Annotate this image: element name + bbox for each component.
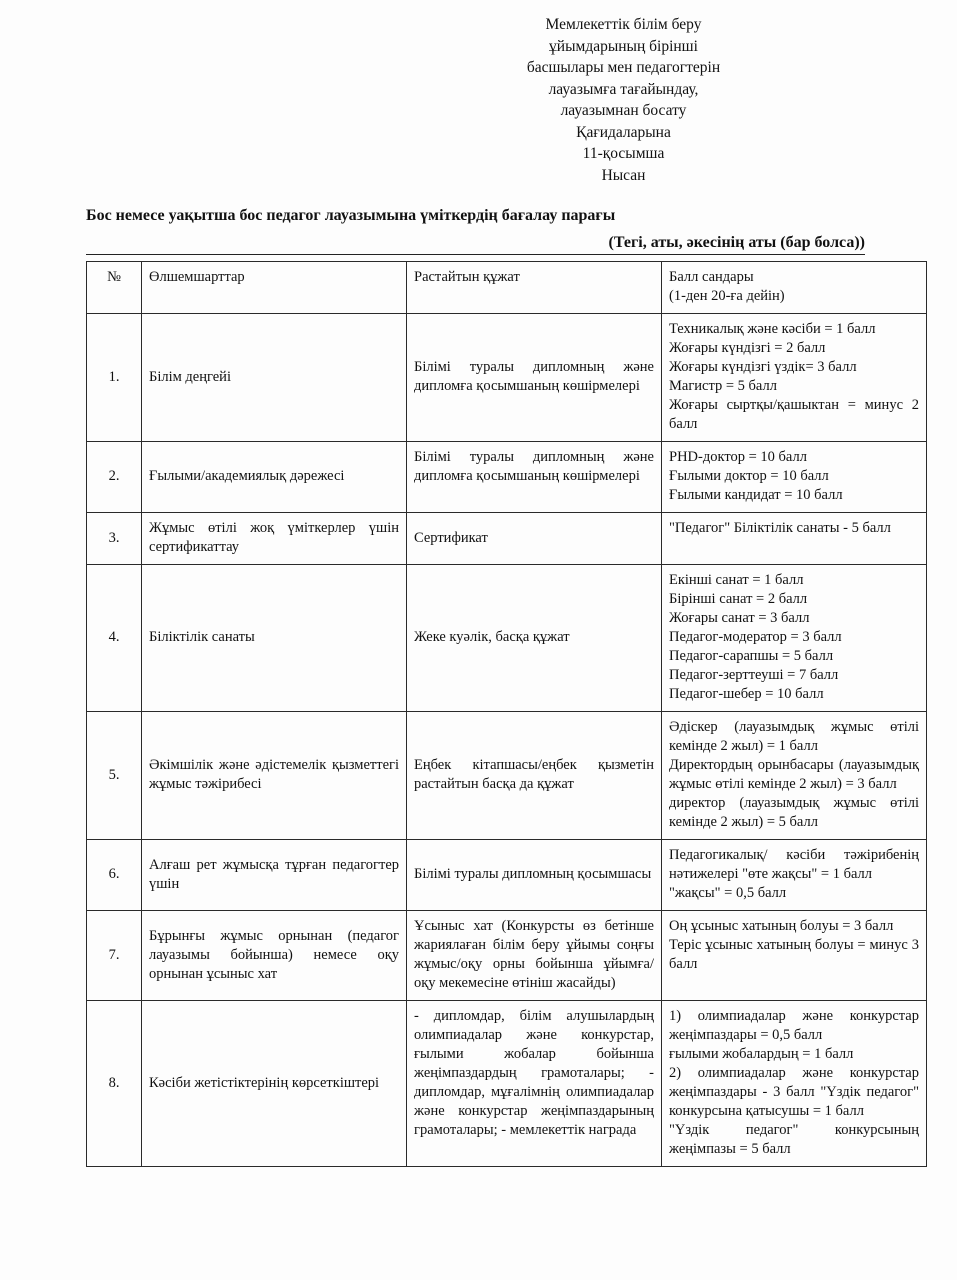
row-document: Сертификат (407, 513, 662, 565)
row-criteria: Ғылыми/академиялық дәрежесі (142, 442, 407, 513)
table-row (87, 314, 927, 442)
row-num: 3. (87, 513, 142, 565)
score-line: Директордың орынбасары (лауазымдық жұмыс өтілі кемінде 2 жыл) = 3 балл (669, 757, 919, 792)
score-line: Педагог-модератор = 3 балл (669, 629, 842, 645)
header-line-3: басшылары мен педагогтерін (526, 59, 721, 76)
applicant-name-underline (86, 254, 865, 255)
row-criteria: Бұрынғы жұмыс орнынан (педагог лауазымы бойынша) немесе оқу орнынан ұсыныс хат (142, 911, 407, 1001)
score-line: PHD-доктор = 10 балл (669, 449, 807, 465)
header-lines (527, 14, 720, 186)
header-cell-score (662, 262, 927, 314)
evaluation-table (86, 261, 927, 1167)
row-num: 5. (87, 712, 142, 840)
score-line: Педагогикалық/ кәсіби тәжірибенің нәтижелері "өте жақсы" = 1 балл (669, 847, 919, 882)
row-criteria: Біліктілік санаты (142, 565, 407, 712)
row-document: Білімі туралы дипломның қосымшасы (407, 840, 662, 911)
table-row (87, 1001, 927, 1167)
row-criteria: Жұмыс өтілі жоқ үміткерлер үшін сертификаттау (142, 513, 407, 565)
score-line: "жақсы" = 0,5 балл (669, 885, 787, 901)
row-score (662, 712, 927, 840)
header-line-4: лауазымға тағайындау, (548, 80, 699, 98)
row-document: Жеке куәлік, басқа құжат (407, 565, 662, 712)
row-document: Білімі туралы дипломның және дипломға қосымшаның көшірмелері (407, 442, 662, 513)
row-score (662, 565, 927, 712)
page-title: Бос немесе уақытша бос педагог лауазымына үміткердің бағалау парағы (86, 207, 616, 224)
score-line: Әдіскер (лауазымдық жұмыс өтілі кемінде 2 жыл) = 1 балл (669, 719, 919, 754)
header-cell-criteria: Өлшемшарттар (142, 262, 407, 314)
score-line: Теріс ұсыныс хатының болуы = минус 3 балл (669, 937, 919, 972)
row-score (662, 1001, 927, 1167)
score-line: Ғылыми доктор = 10 балл (669, 468, 829, 484)
score-line: Жоғары күндізгі үздік= 3 балл (669, 359, 857, 375)
header-score-line-2: (1-ден 20-ға дейін) (669, 288, 785, 304)
row-num: 2. (87, 442, 142, 513)
score-line: Ғылыми кандидат = 10 балл (669, 487, 843, 503)
score-line: Педагог-сарапшы = 5 балл (669, 648, 834, 664)
header-line-1: Мемлекеттік білім беру (545, 16, 702, 33)
row-document: Еңбек кітапшасы/еңбек қызметін растайтын басқа да құжат (407, 712, 662, 840)
row-num: 7. (87, 911, 142, 1001)
table-row (87, 442, 927, 513)
score-line: Бірінші санат = 2 балл (669, 591, 808, 607)
document-header (0, 0, 957, 186)
score-line: Техникалық және кәсіби = 1 балл (669, 321, 876, 337)
score-line: "Педагог" Біліктілік санаты - 5 балл (669, 520, 891, 536)
row-num: 4. (87, 565, 142, 712)
row-score (662, 911, 927, 1001)
row-score (662, 840, 927, 911)
header-line-8: Нысан (601, 166, 646, 184)
row-score (662, 442, 927, 513)
score-line: "Үздік педагог" конкурсының жеңімпазы = 5 балл (669, 1122, 919, 1157)
row-criteria: Алғаш рет жұмысқа тұрған педагогтер үшін (142, 840, 407, 911)
table-row (87, 840, 927, 911)
score-line: 1) олимпиадалар және конкурстар жеңімпаздары = 0,5 балл (669, 1008, 919, 1043)
row-score (662, 513, 927, 565)
score-line: 2) олимпиадалар және конкурстар жеңімпаздары - 3 балл "Үздік педагог" конкурсына қатысушы = 1 балл (669, 1065, 919, 1119)
score-line: Оң ұсыныс хатының болуы = 3 балл (669, 918, 894, 934)
score-line: Екінші санат = 1 балл (669, 572, 804, 588)
score-line: Жоғары санат = 3 балл (669, 610, 810, 626)
row-criteria: Кәсіби жетістіктерінің көрсеткіштері (142, 1001, 407, 1167)
row-num: 1. (87, 314, 142, 442)
header-line-5: лауазымнан босату (560, 102, 687, 119)
row-criteria: Білім деңгейі (142, 314, 407, 442)
applicant-name-label: (Тегі, аты, әкесінің аты (бар болса)) (608, 234, 865, 251)
row-score (662, 314, 927, 442)
header-score-line-1: Балл сандары (669, 269, 754, 285)
header-line-6: Қағидаларына (576, 123, 671, 141)
table-row (87, 513, 927, 565)
row-num: 8. (87, 1001, 142, 1167)
row-document: Білімі туралы дипломның және дипломға қосымшаның көшірмелері (407, 314, 662, 442)
score-line: Жоғары сыртқы/қашыктан = минус 2 балл (669, 397, 919, 432)
score-line: директор (лауазымдық жұмыс өтілі кемінде 2 жыл) = 5 балл (669, 795, 919, 830)
header-line-2: ұйымдарының бірінші (549, 37, 698, 55)
score-line: Магистр = 5 балл (669, 378, 777, 394)
table-row (87, 712, 927, 840)
header-cell-num: № (87, 262, 142, 314)
score-line: Педагог-шебер = 10 балл (669, 686, 824, 702)
table-row (87, 565, 927, 712)
table-header-row (87, 262, 927, 314)
header-line-7: 11-қосымша (582, 145, 665, 162)
score-line: Жоғары күндізгі = 2 балл (669, 340, 826, 356)
score-line: ғылыми жобалардың = 1 балл (669, 1046, 854, 1062)
row-document: Ұсыныс хат (Конкурсты өз бетінше жариялаған білім беру ұйымы соңғы жұмыс/оқу орны бойынша ұйымға/оқу мекемесіне өтініш жасайды) (407, 911, 662, 1001)
row-num: 6. (87, 840, 142, 911)
score-line: Педагог-зерттеуші = 7 балл (669, 667, 839, 683)
row-document: - дипломдар, білім алушылардың олимпиадалар және конкурстар, ғылыми жобалар бойынша жеңімпаздардың грамоталары; - дипломдар, мұғалімнің олимпиадалар және конкурстар жеңімпаздарының грамоталары; - мемлекеттік наградa (407, 1001, 662, 1167)
header-cell-document: Растайтын құжат (407, 262, 662, 314)
row-criteria: Әкімшілік және әдістемелік қызметтегі жұмыс тәжірибесі (142, 712, 407, 840)
table-row (87, 911, 927, 1001)
